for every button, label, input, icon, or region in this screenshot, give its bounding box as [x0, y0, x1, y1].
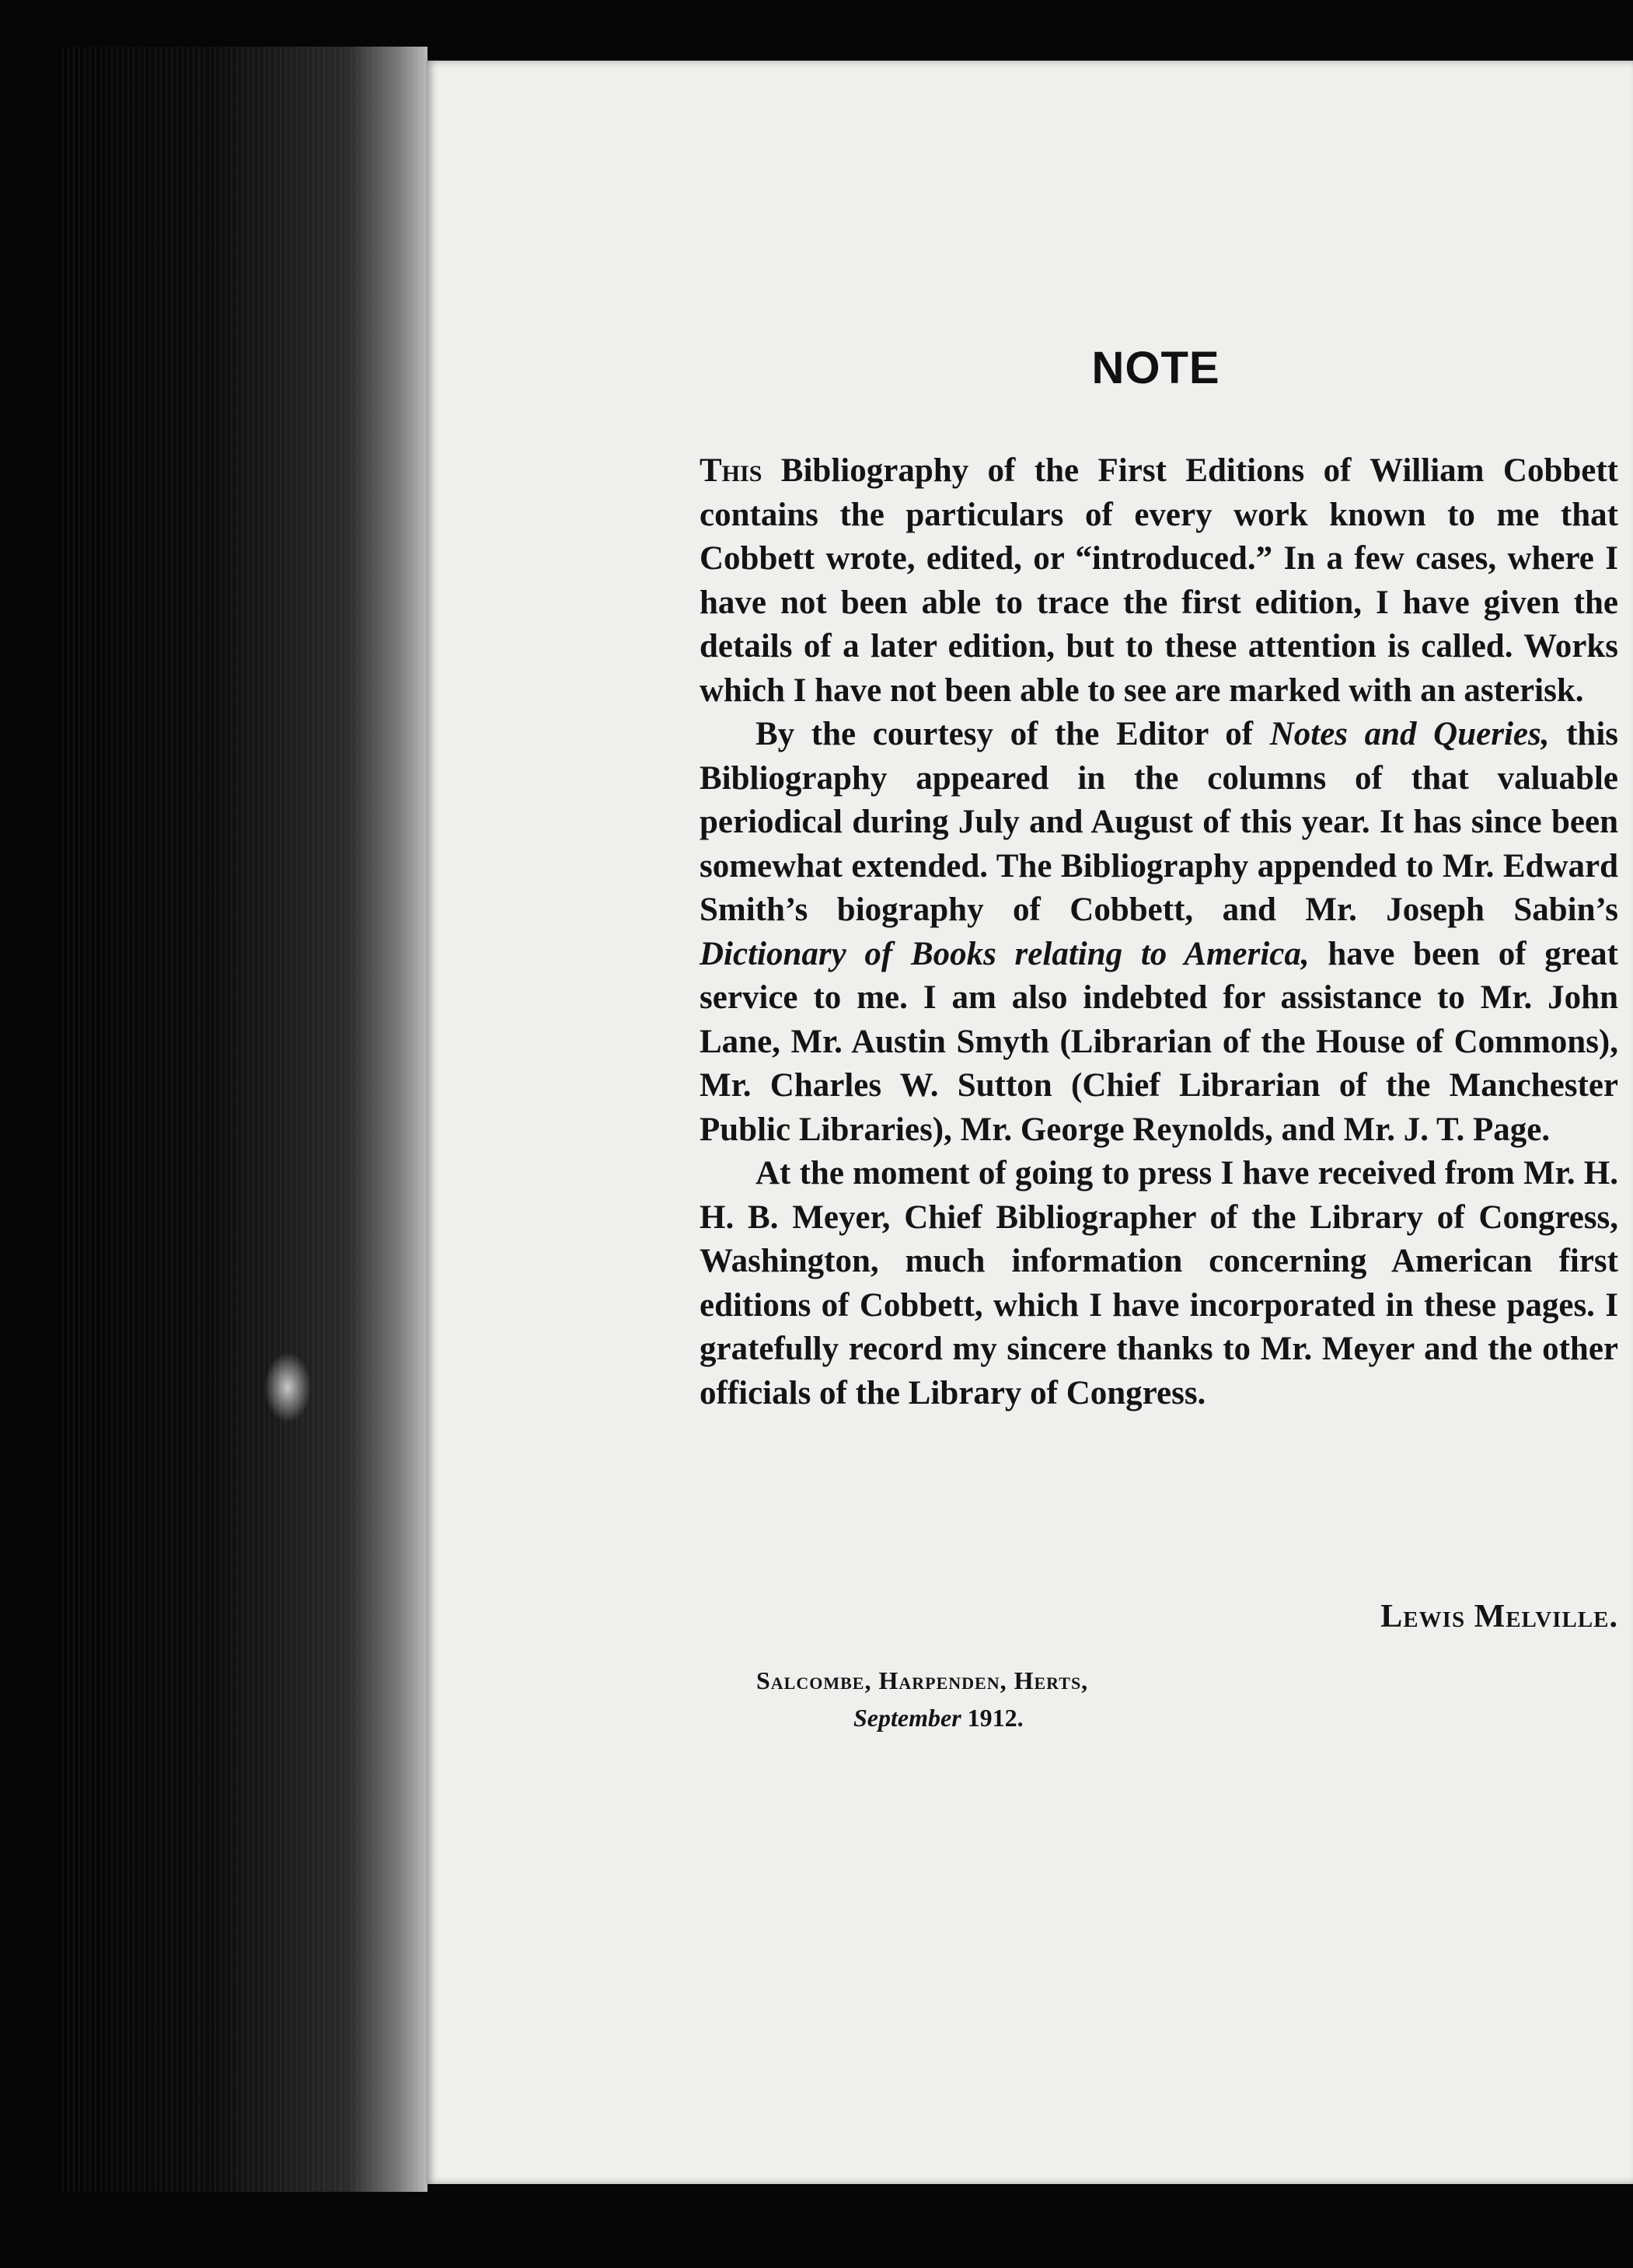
paragraph-2 [700, 713, 1618, 1152]
paragraph-1-text: Bibliography of the First Editions of William Cobbett contains the particulars of every work known to me that Cobbett wrote, edited, or “introduced.” In a few cases, where I have not been able to trace the first edition, I have given the details of a later edition, but to these attention is called. Works which I have not been able to see are marked with an asterisk. [700, 452, 1618, 709]
book-page [426, 61, 1633, 2184]
paragraph-2-italic-2: Dictionary of Books relating to America, [700, 935, 1310, 972]
date-year: 1912. [961, 1704, 1024, 1732]
paragraph-1-lead: This [700, 452, 762, 489]
page-title: NOTE [1091, 343, 1220, 393]
paragraph-2-text-2: this Bibliography appeared in the columns of that valuable periodical during July and August of this year. It has since been somewhat extended. The Bibliography appended to Mr. Edward Smith’s biography of Cobbett, and Mr. Joseph Sabin’s [700, 716, 1619, 928]
paragraph-2-text-3: have been of great service to me. I am also indebted for assistance to Mr. John Lane, Mr. Austin Smyth (Librarian of the House of Commons), Mr. Charles W. Sutton (Chief Librarian of the Manchester Public Libraries), Mr. George Reynolds, and Mr. J. T. Page. [700, 935, 1618, 1148]
place-line: Salcombe, Harpenden, Herts, [756, 1666, 1089, 1694]
paragraph-2-italic-1: Notes and Queries, [1269, 716, 1550, 752]
paragraph-3-text: At the moment of going to press I have received from Mr. H. H. B. Meyer, Chief Bibliographer of the Library of Congress, Washington, much information concerning American first editions of Cobbett, which I have incorporated in these pages. I gratefully record my sincere thanks to Mr. Meyer and the other officials of the Library of Congress. [700, 1155, 1618, 1411]
date-line [853, 1704, 1024, 1732]
paragraph-1 [700, 449, 1618, 713]
paragraph-3 [700, 1152, 1618, 1415]
light-glare [264, 1352, 311, 1422]
book-page-edges [62, 47, 427, 2192]
note-body [700, 449, 1618, 1415]
date-month: September [853, 1704, 961, 1732]
paragraph-2-text-1: By the courtesy of the Editor of [755, 716, 1270, 752]
signature: Lewis Melville. [1380, 1599, 1618, 1635]
